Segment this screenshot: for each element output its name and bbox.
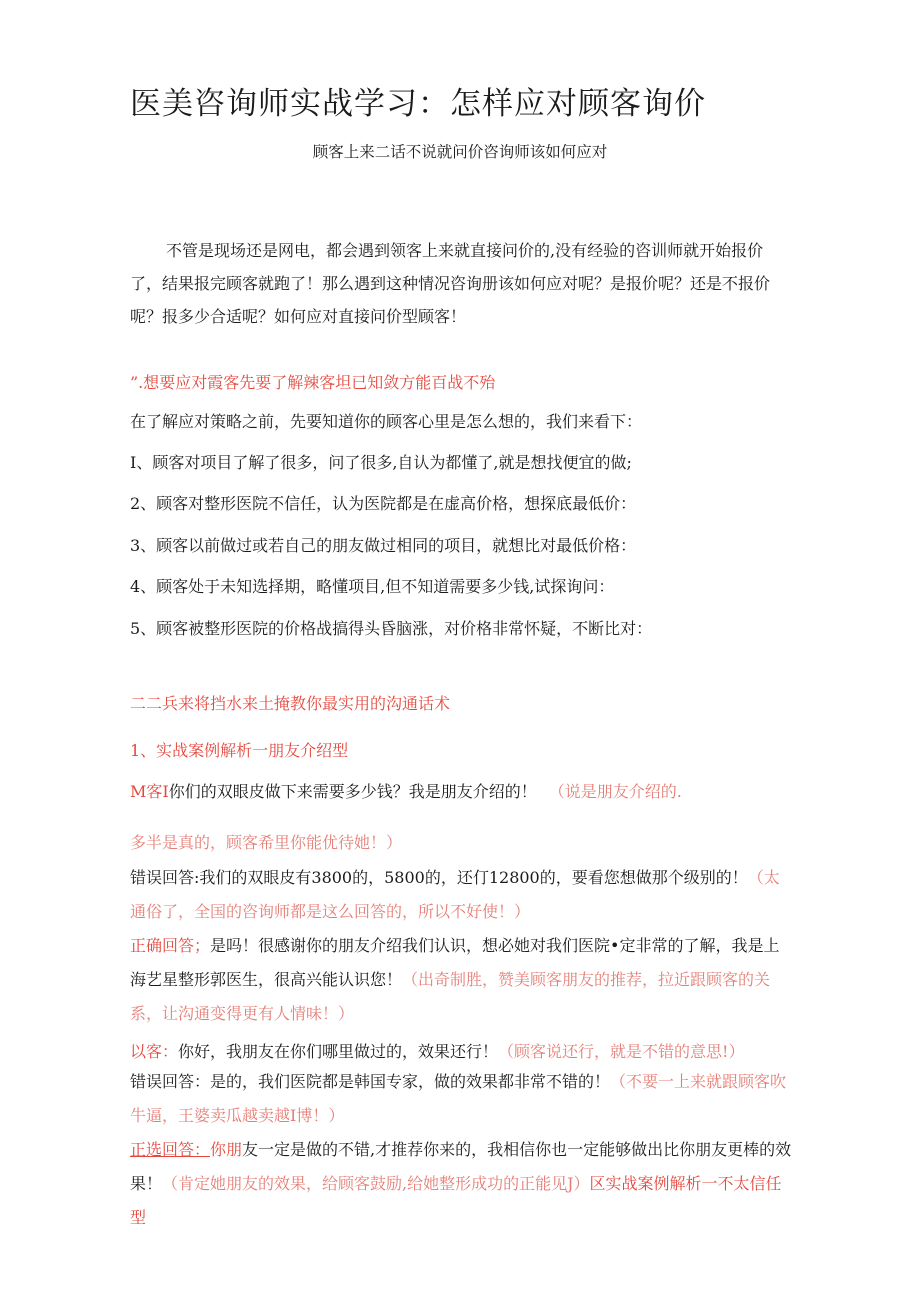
section1-heading: ”.想要应对霞客先要了解辣客坦已知敛方能百战不殆 xyxy=(130,373,496,392)
page-title: 医美咨询师实战学习：怎样应对顾客询价 xyxy=(130,86,706,122)
analysis-note-continued: 多半是真的，顾客希里你能优待她！） xyxy=(130,833,403,852)
wrong-answer-text: 错误回答：是的，我们医院都是韩国专家，做的效果都非常不错的！ xyxy=(130,1072,611,1091)
customer-question-1 xyxy=(130,779,792,802)
list-item: 2、顾客对整形医院不信任，认为医院都是在虚高价格，想探底最低价： xyxy=(130,494,637,513)
correct-answer-first-word: 你朋 xyxy=(210,1140,243,1159)
correct-answer-label: 正确回答； xyxy=(130,936,211,955)
page-subtitle: 顾客上来二话不说就问价咨询师该如何应对 xyxy=(312,143,608,161)
customer-label: 以客： xyxy=(130,1042,179,1061)
section2-heading: 二二兵来将挡水来土掩教你最实用的沟通话术 xyxy=(130,694,451,713)
case2-heading: 区实战案例解析一不太信任型 xyxy=(130,1174,782,1227)
correct-answer-label: 正选回答： xyxy=(130,1140,211,1159)
list-item: 3、顾客以前做过或若自己的朋友做过相同的项目，就想比对最低价格： xyxy=(130,536,637,555)
list-item: 4、顾客处于未知选择期，略懂项目,但不知道需要多少钱,试探询问： xyxy=(130,577,615,596)
correct-answer-text: 友一定是做的不错,才推荐你来的，我相信你也一定能够做出比你朋友更棒的效果！ xyxy=(130,1140,792,1193)
customer-question-text: 你们的双眼皮做下来需要多少钱？我是朋友介绍的！ xyxy=(168,782,537,801)
list-item: 5、顾客被整形医院的价格战搞得头昏脑涨，对价格非常怀疑，不断比对： xyxy=(130,619,653,638)
customer-label: M客I xyxy=(130,782,169,801)
wrong-answer-2 xyxy=(130,1065,792,1133)
analysis-note: （顾客说还行，就是不错的意思!） xyxy=(498,1042,745,1061)
analysis-note: （不要一上来就跟顾客吹牛逼，王婆卖瓜越卖越I博！） xyxy=(130,1072,787,1125)
correct-answer-2 xyxy=(130,1133,792,1235)
analysis-note: （肯定她朋友的效果，给顾客鼓励,给她整形成功的正能见J） xyxy=(162,1174,590,1193)
analysis-note: （出奇制胜，赞美顾客朋友的推荐，拉近跟顾客的关系，让沟通变得更有人情味！） xyxy=(130,970,771,1023)
wrong-answer-text: 错误回答:我们的双眼皮有3800的，5800的，还仃12800的，要看您想做那个级别的！ xyxy=(130,868,748,887)
wrong-answer-1 xyxy=(130,861,792,929)
customer-question-text: 你好，我朋友在你们哪里做过的，效果还行！ xyxy=(178,1042,499,1061)
list-item: I、顾客对项目了解了很多，问了很多,自认为都懂了,就是想找便宜的做; xyxy=(130,453,632,472)
intro-paragraph: 不管是现场还是网电，都会遇到领客上来就直接问价的,没有经验的咨训师就开始报价了，结果报完顾客就跑了！那么遇到这种情况咨询册该如何应对呢？是报价呢？还是不报价呢？报多少合适呢？如何应对直接问价型顾客！ xyxy=(130,241,771,326)
section1-lead: 在了解应对策略之前，先要知道你的顾客心里是怎么想的，我们来看下： xyxy=(130,412,643,431)
correct-answer-text: 是吗！很感谢你的朋友介绍我们认识，想必她对我们医院•定非常的了解，我是上海艺星整形郭医生，很高兴能认识您！ xyxy=(130,936,780,989)
correct-answer-1 xyxy=(130,929,792,1031)
analysis-note: （说是朋友介绍的. xyxy=(548,782,682,801)
case1-heading: 1、实战案例解析一朋友介绍型 xyxy=(130,741,349,760)
customer-question-2 xyxy=(130,1039,792,1062)
analysis-note: （太通俗了，全国的咨询师都是这么回答的，所以不好使！） xyxy=(130,868,780,921)
